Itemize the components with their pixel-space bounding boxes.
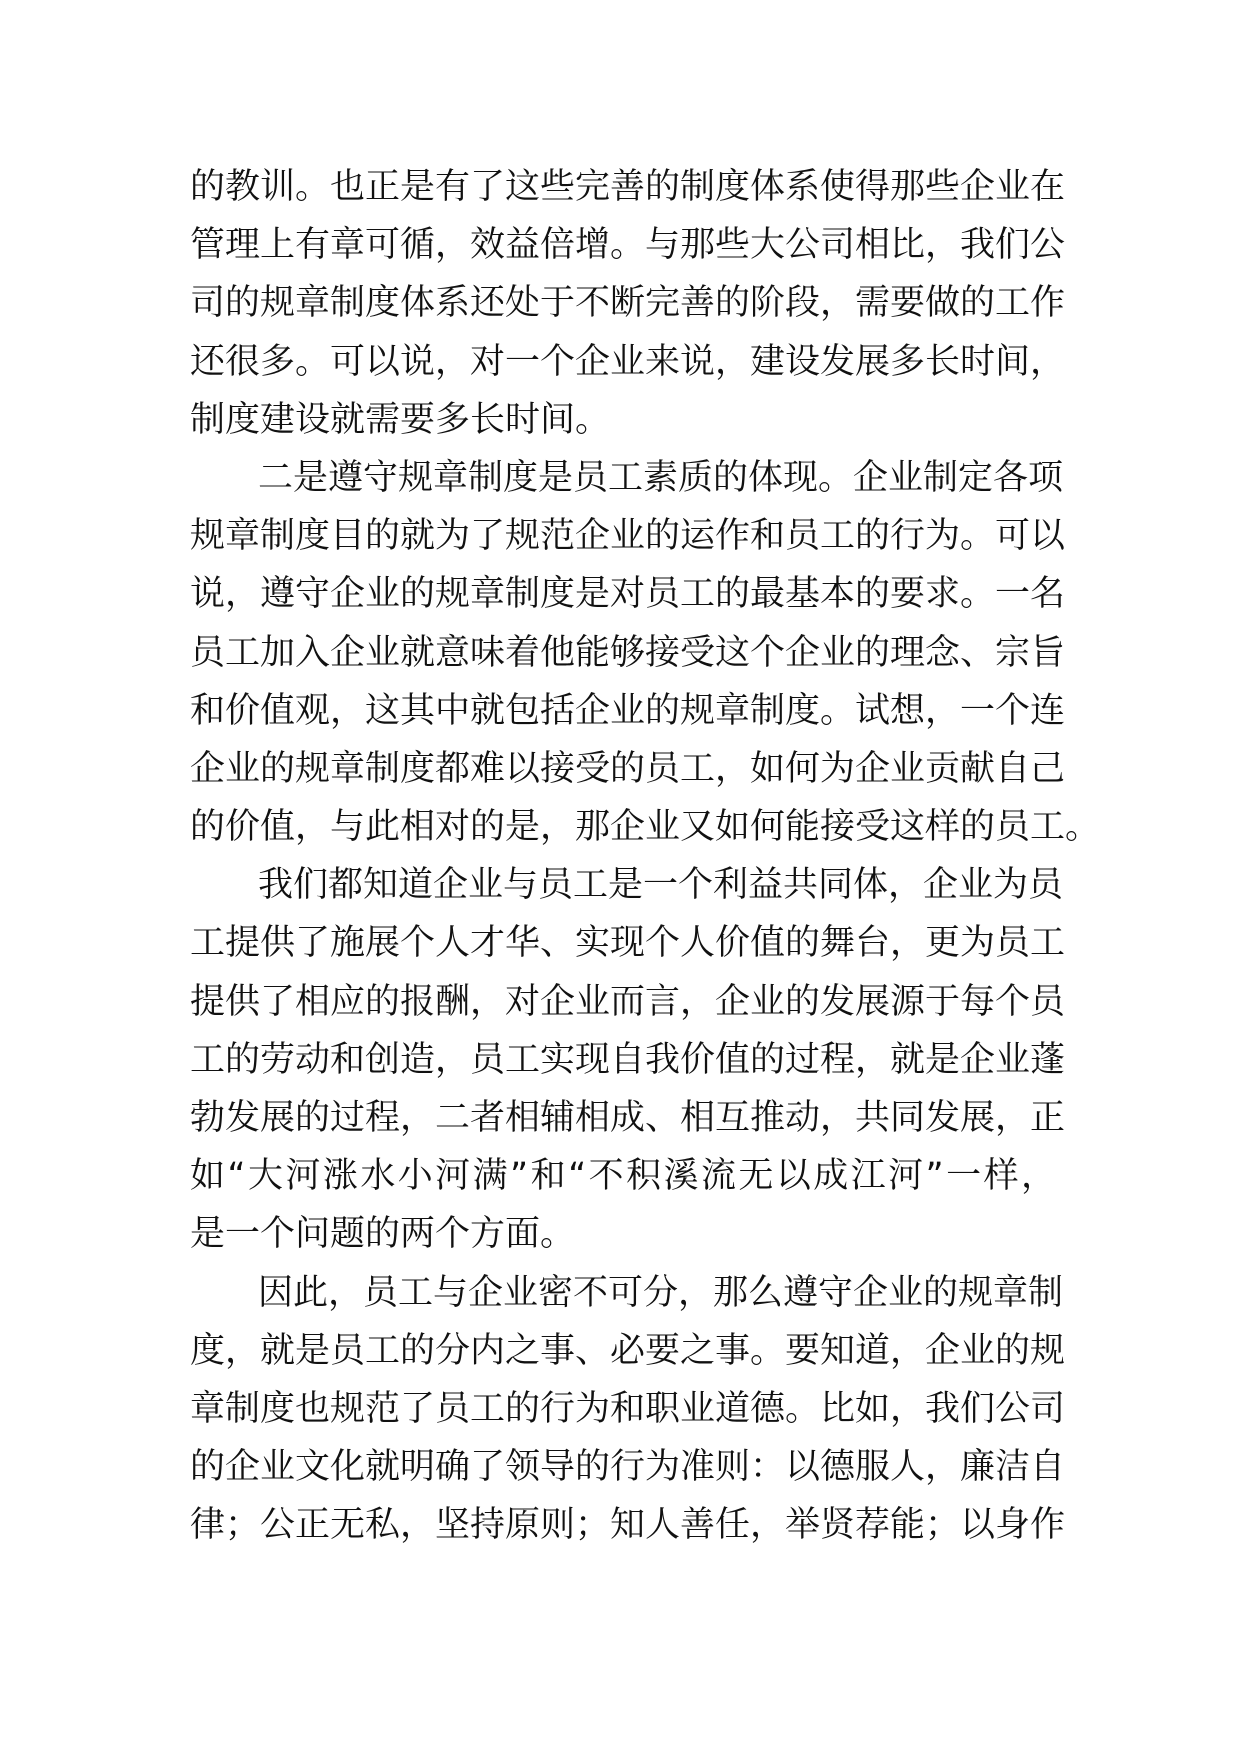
text-line: 规章制度目的就为了规范企业的运作和员工的行为。可以 bbox=[190, 516, 1066, 557]
body-text bbox=[190, 158, 1101, 1555]
text-line: 工提供了施展个人才华、实现个人价值的舞台，更为员工 bbox=[190, 923, 1066, 964]
text-line: 的企业文化就明确了领导的行为准则：以德服人，廉洁自 bbox=[190, 1447, 1066, 1488]
text-line: 管理上有章可循，效益倍增。与那些大公司相比，我们公 bbox=[190, 225, 1066, 266]
text-line: 说，遵守企业的规章制度是对员工的最基本的要求。一名 bbox=[190, 574, 1066, 615]
text-line: 章制度也规范了员工的行为和职业道德。比如，我们公司 bbox=[190, 1388, 1066, 1429]
text-line: 员工加入企业就意味着他能够接受这个企业的理念、宗旨 bbox=[190, 632, 1066, 673]
text-line: 工的劳动和创造，员工实现自我价值的过程，就是企业蓬 bbox=[190, 1039, 1066, 1080]
paragraph-first-line: 我们都知道企业与员工是一个利益共同体，企业为员 bbox=[258, 865, 1064, 906]
text-line: 是一个问题的两个方面。 bbox=[190, 1214, 576, 1255]
text-line: 还很多。可以说，对一个企业来说，建设发展多长时间， bbox=[190, 341, 1066, 382]
text-line: 的价值，与此相对的是，那企业又如何能接受这样的员工。 bbox=[190, 807, 1101, 848]
text-line: 和价值观，这其中就包括企业的规章制度。试想，一个连 bbox=[190, 690, 1066, 731]
text-line: 勃发展的过程，二者相辅相成、相互推动，共同发展，正 bbox=[190, 1098, 1066, 1138]
text-line: 司的规章制度体系还处于不断完善的阶段，需要做的工作 bbox=[190, 283, 1066, 324]
text-line: 制度建设就需要多长时间。 bbox=[190, 399, 611, 440]
text-line: 提供了相应的报酬，对企业而言，企业的发展源于每个员 bbox=[190, 981, 1066, 1022]
paragraph-first-line: 因此，员工与企业密不可分，那么遵守企业的规章制 bbox=[258, 1272, 1064, 1313]
text-line: 的教训。也正是有了这些完善的制度体系使得那些企业在 bbox=[190, 167, 1066, 207]
text-line: 度，就是员工的分内之事、必要之事。要知道，企业的规 bbox=[190, 1330, 1066, 1371]
text-line: 如“大河涨水小河满”和“不积溪流无以成江河”一样， bbox=[190, 1156, 1056, 1197]
text-line: 企业的规章制度都难以接受的员工，如何为企业贡献自己 bbox=[190, 748, 1066, 789]
paragraph-first-line: 二是遵守规章制度是员工素质的体现。企业制定各项 bbox=[258, 457, 1064, 498]
text-line: 律；公正无私，坚持原则；知人善任，举贤荐能；以身作 bbox=[190, 1505, 1066, 1546]
